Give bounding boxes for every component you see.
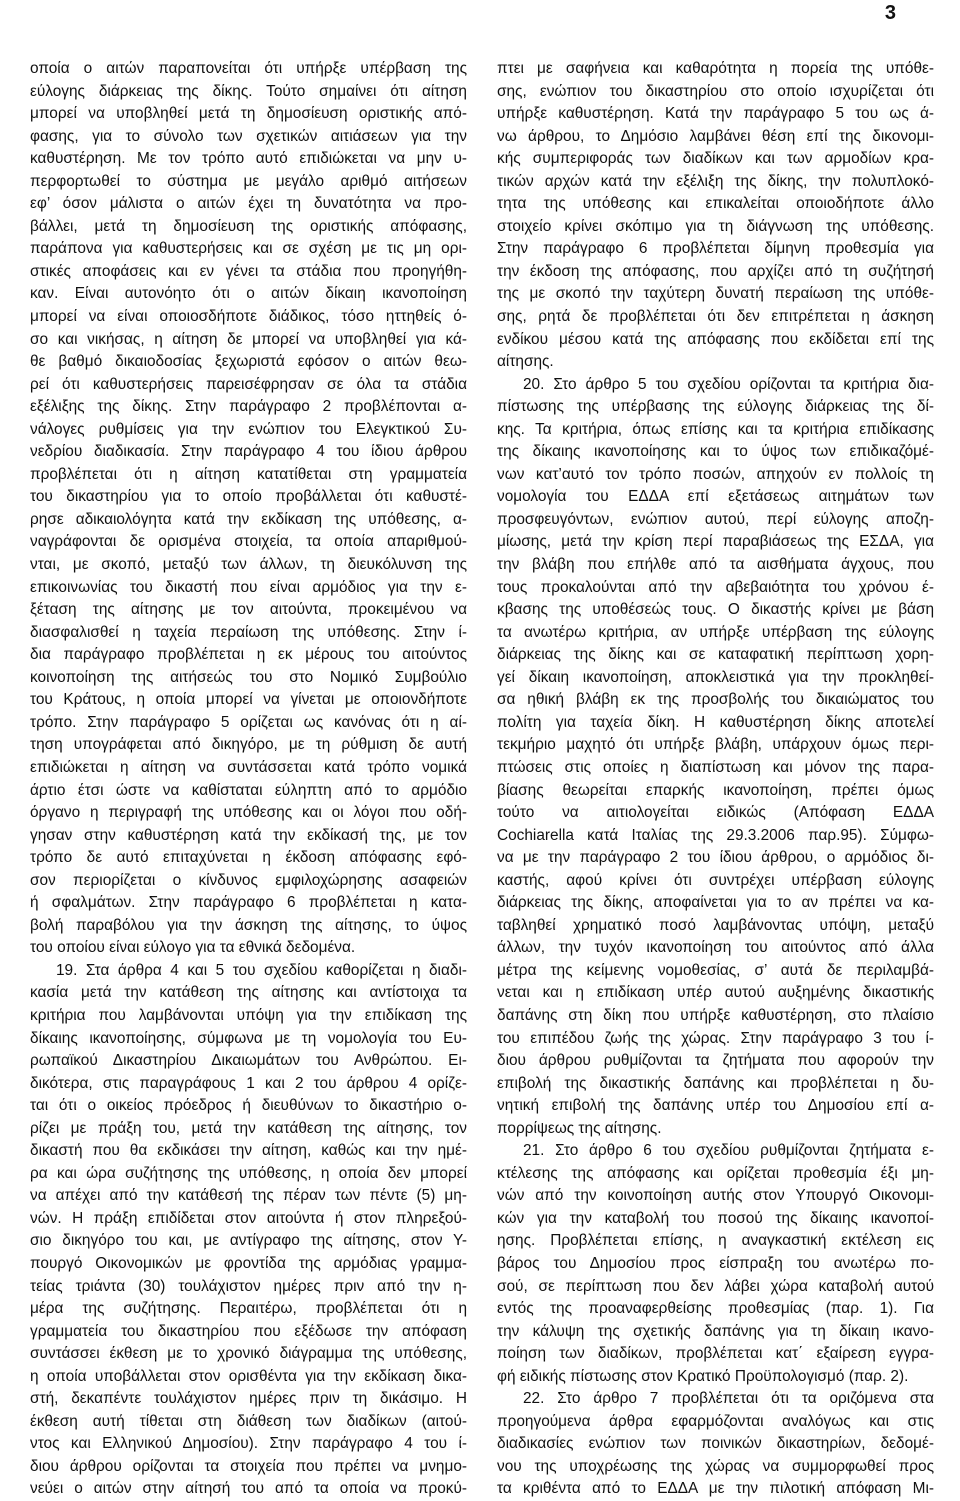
- text-line: εξέλιξης της δίκης. Στην παράγραφο 2 προβλέπονται α-: [30, 398, 467, 416]
- text-line: Cochiarella κατά Ιταλίας της 29.3.2006 παρ.95). Σύμφω-: [497, 826, 934, 844]
- text-line: επιβολή της δικαστικής δαπάνης και προβλέπεται η δυ-: [497, 1074, 934, 1092]
- text-line: τρόπο δε αυτό επιταχύνεται η έκδοση απόφασης εφό-: [30, 849, 467, 867]
- text-line: τικών αρχών κατά την εξέλιξη της δίκης, την πολυπλοκό-: [497, 172, 934, 190]
- text-line: εφ’ όσον μάλιστα ο αιτών έχει τη δυνατότητα να προ-: [30, 195, 467, 213]
- text-line: βάρος του Δημοσίου προς είσπραξη του ανωτέρω πο-: [497, 1254, 934, 1272]
- text-line: πτει με σαφήνεια και καθαρότητα η πορεία της υπόθε-: [497, 60, 934, 77]
- text-line: σού, σε περίπτωση που δεν λάβει χώρα καταβολή αυτού: [497, 1277, 934, 1295]
- text-line: τους προκαλούνται από την αβεβαιότητα του χρόνου έ-: [497, 578, 934, 596]
- text-line: σης, ρητά δε προβλέπεται ότι δεν επιτρέπεται η άσκηση: [497, 308, 934, 326]
- text-line: πουργό Οικονομικών με φροντίδα της αρμόδιας γραμμα-: [30, 1254, 467, 1272]
- text-line: ρίζει με πράξη του, μετά την κατάθεση της αίτησης, τον: [30, 1119, 467, 1137]
- text-line: ρησε αδικαιολόγητα κατά την εκδίκαση της υπόθεσης, α-: [30, 510, 467, 528]
- text-line: προηγούμενα άρθρα εφαρμόζονται αναλόγως και στις: [497, 1412, 934, 1430]
- text-line: δίκαιης ικανοποίησης, σύμφωνα με τη νομολογία του Ευ-: [30, 1029, 467, 1047]
- text-line: βίασης θεωρείται επαρκής ικανοποίηση, πρέπει όμως: [497, 781, 934, 799]
- text-line: σον περιορίζεται ο κίνδυνος εμφιλοχώρησης ασαφειών: [30, 871, 467, 889]
- text-line: καν. Είναι αυτονόητο ότι ο αιτών δίκαιη ικανοποίηση: [30, 285, 467, 303]
- text-line: τεκμήριο μαχητό ότι υπήρξε βλάβη, υπάρχουν όμως περι-: [497, 736, 934, 754]
- text-line: νών από την κοινοποίηση αυτής στον Υπουργό Οικονομι-: [497, 1187, 934, 1205]
- text-line: του Κράτους, η οποία μπορεί να γίνεται με οποιονδήποτε: [30, 691, 467, 709]
- text-line: γεί δίκαιη ικανοποίηση, αποκλειστικά για την προκληθεί-: [497, 668, 934, 686]
- text-line: μπορεί να είναι οποιοσδήποτε διάδικος, τόσο ηττηθείς ό-: [30, 308, 467, 326]
- text-line: στή, δεκαπέντε τουλάχιστον ημέρες πριν τη δικάσιμο. Η: [30, 1390, 467, 1408]
- text-line: φή ειδικής πίστωσης στον Κρατικό Προϋπολογισμό (παρ. 2).: [497, 1367, 909, 1385]
- text-line: κής συμπεριφοράς των διαδίκων και των αρμοδίων κρα-: [497, 150, 934, 168]
- text-line: διασφαλισθεί η ταχεία περαίωση της υπόθεσης. Στην ί-: [30, 623, 467, 641]
- text-line: περφορτωθεί το σύστημα με μεγάλο αριθμό αιτήσεων: [30, 172, 467, 190]
- text-line: παράπονα για καθυστερήσεις και σε σχέση με τις μη ορι-: [30, 240, 467, 258]
- text-line: τα ανωτέρω κριτήρια, αν υπήρξε υπέρβαση της εύλογης: [497, 623, 934, 641]
- text-line: τητα της υπόθεσης και επικαλείται οποιοδήποτε άλλο: [497, 195, 934, 213]
- text-line: κοινοποίηση της αιτήσεώς του στο Νομικό Συμβούλιο: [30, 668, 467, 686]
- text-line: 19. Στα άρθρα 4 και 5 του σχεδίου καθορίζεται η διαδι-: [56, 961, 467, 979]
- text-line: σα ηθική βλάβη εκ της προσβολής του δικαιώματος του: [497, 691, 934, 709]
- text-line: αίτησης.: [497, 353, 554, 371]
- text-line: νεδρίου διαδικασία. Στην παράγραφο 4 του ίδιου άρθρου: [30, 443, 467, 461]
- text-line: κβασης της υποθέσεώς τους. Ο δικαστής κρίνει με βάση: [497, 601, 934, 619]
- right-text-column: [497, 58, 934, 1501]
- text-line: στικές αποφάσεις και εν γένει τα στάδια που προηγήθη-: [30, 262, 467, 280]
- text-line: νων κατ’αυτό τον τρόπο ποσών, απηχούν εν πολλοίς τη: [497, 465, 934, 483]
- text-line: διου άρθρου ρυθμίζονται τα ζητήματα που αφορούν την: [497, 1052, 934, 1070]
- text-line: διάρκειας της δίκης, αποφαίνεται για το αν πρέπει να κα-: [497, 894, 934, 912]
- text-line: του επιπέδου ζωής της χώρας. Στην παράγραφο 3 του ί-: [497, 1029, 934, 1047]
- text-line: κών για την καταβολή του ποσού της δίκαιης ικανοποί-: [497, 1209, 934, 1227]
- text-line: δικότερα, στις παραγράφους 1 και 2 του άρθρου 4 ορίζε-: [30, 1074, 467, 1092]
- text-line: εντός της προαναφερθείσης προθεσμίας (παρ. 1). Για: [497, 1300, 934, 1318]
- text-line: μπορεί να υποβληθεί μετά τη δημοσίευση οριστικής από-: [30, 105, 467, 123]
- text-line: ταβληθεί χρηματικό ποσό λαμβάνοντας υπόψη, μεταξύ: [497, 916, 934, 934]
- text-line: ή σφαλμάτων. Στην παράγραφο 6 προβλέπεται η κατα-: [30, 894, 467, 912]
- text-line: του οποίου είναι εύλογο για τα εθνικά δεδομένα.: [30, 939, 356, 957]
- text-line: ρωπαϊκού Δικαστηρίου Δικαιωμάτων του Ανθρώπου. Ει-: [30, 1052, 467, 1070]
- text-line: να απέχει από την κατάθεσή της πέραν των πέντε (5) μη-: [30, 1187, 467, 1205]
- text-line: προσφευγόντων, ενώπιον αυτού, περί εύλογης αποζη-: [497, 510, 934, 528]
- text-line: προβλέπεται ότι η αίτηση κατατίθεται στη γραμματεία: [30, 465, 467, 483]
- text-line: στοιχείο κρίνει σκόπιμο για τη διάγνωση της υπόθεσης.: [497, 217, 934, 235]
- text-line: υπήρξε καθυστέρηση. Κατά την παράγραφο 5 του ως ά-: [497, 105, 934, 123]
- text-line: πτώσεις στις οποίες η διαπίστωση και μόνον της παρα-: [497, 758, 934, 776]
- text-line: την βλάβη που επήλθε από τα αισθήματα άγχους, που: [497, 556, 934, 574]
- text-line: πολίτη για ταχεία δίκη. Η καθυστέρηση δίκης αποτελεί: [497, 713, 934, 731]
- page-number: 3: [884, 2, 896, 24]
- text-line: κασία μετά την κατάθεση της αίτησης και αντίστοιχα τα: [30, 984, 467, 1002]
- text-line: ρεί ότι καθυστερήσεις παρεισέφρησαν σε όλα τα στάδια: [30, 375, 467, 393]
- text-line: νου της υποχρέωσης της χώρας να συμμορφωθεί προς: [497, 1457, 934, 1475]
- text-line: τα κριθέντα από το ΕΔΔΑ με την πιλοτική απόφαση Mι-: [497, 1480, 934, 1498]
- text-line: η οποία υποβάλλεται στον ορισθέντα για την εκδίκαση δικα-: [30, 1367, 467, 1385]
- text-line: άλλων, την τυχόν ικανοποίηση του αιτούντος από άλλα: [497, 939, 934, 957]
- text-line: νητική επιβολή της δαπάνης υπέρ του Δημοσίου επί α-: [497, 1097, 934, 1115]
- text-line: νομολογία του ΕΔΔΑ επί εξετάσεως αιτημάτων των: [497, 488, 934, 506]
- text-line: επικοινωνίας του δικαστή που είναι αρμόδιος για την ε-: [30, 578, 467, 596]
- text-line: δικαστή που θα εκδικάσει την αίτηση, καθώς και την ημέ-: [30, 1142, 467, 1160]
- text-line: διαδικασίες ενώπιον των ποινικών δικαστηρίων, δεδομέ-: [497, 1435, 934, 1453]
- text-line: εύλογης διάρκειας της δίκης. Τούτο σημαίνει ότι αίτηση: [30, 82, 467, 100]
- text-line: τηση υπογράφεται από δικηγόρο, με τη ρύθμιση δε αυτή: [30, 736, 467, 754]
- text-line: πορρίψεως της αίτησης.: [497, 1119, 662, 1137]
- text-line: βολή παραβόλου για την άσκηση της αίτησης, το ύψος: [30, 916, 467, 934]
- text-line: σιο δικηγόρο του και, με αντίγραφο της αίτησης, στον Υ-: [30, 1232, 467, 1250]
- text-line: φασης, για το σύνολο των σχετικών αιτιάσεων για την: [30, 127, 467, 145]
- text-line: την έκδοση της απόφασης, που αρχίζει από τη συζήτησή: [497, 262, 934, 280]
- text-line: κριτήρια που λαμβάνονται υπόψη για την επιδίκαση της: [30, 1006, 467, 1024]
- text-line: τρόπο. Στην παράγραφο 5 ορίζεται ως κανόνας ότι η αί-: [30, 713, 467, 731]
- text-line: τείας τριάντα (30) τουλάχιστον ημέρες πριν από την η-: [30, 1277, 467, 1295]
- text-line: μέτρα της κείμενης νομοθεσίας, σ’ αυτά δε περιλαμβά-: [497, 961, 934, 979]
- text-line: νών. Η πράξη επιδίδεται στον αιτούντα ή στον πληρεξού-: [30, 1209, 467, 1227]
- text-line: διου άρθρου ορίζονται τα στοιχεία που πρέπει να μνημο-: [30, 1457, 467, 1475]
- text-line: του δικαστηρίου για το οποίο προβάλλεται ότι καθυστέ-: [30, 488, 467, 506]
- text-line: ξέταση της αίτησης με τον αιτούντα, προκειμένου να: [30, 601, 467, 619]
- text-line: νω άρθρου, το Δημόσιο λαμβάνει θέση επί της δικονομι-: [497, 127, 934, 145]
- left-text-column: [30, 58, 467, 1501]
- text-line: σης, ενώπιον του δικαστηρίου στο οποίο ισχυρίζεται ότι: [497, 82, 934, 100]
- text-line: καθυστέρηση. Με τον τρόπο αυτό επιδιώκεται να μην υ-: [30, 150, 467, 168]
- text-line: ντος και Ελληνικού Δημοσίου). Στην παράγραφο 4 του ί-: [30, 1435, 467, 1453]
- text-line: νται, με σκοπό, μεταξύ των άλλων, τη διευκόλυνση της: [30, 556, 467, 574]
- text-line: ρα και ώρα συζήτησης της υπόθεσης, η οποία δεν μπορεί: [30, 1164, 467, 1182]
- text-line: ποίηση των διαδίκων, προβλέπεται κατ΄ εξαίρεση εγγρα-: [497, 1345, 934, 1363]
- text-line: μέρα της συζήτησης. Περαιτέρω, προβλέπεται ότι η: [30, 1300, 467, 1318]
- text-line: Στην παράγραφο 6 προβλέπεται δίμηνη προθεσμία για: [497, 240, 934, 258]
- text-line: βάλλει, μετά τη δημοσίευση της οριστικής απόφασης,: [30, 217, 467, 235]
- text-line: οποία ο αιτών παραπονείται ότι υπήρξε υπέρβαση της: [30, 60, 467, 77]
- text-line: διάρκειας της δίκης και σε καταφατική περίπτωση χορη-: [497, 646, 934, 664]
- text-line: γραμματεία του δικαστηρίου που εξέδωσε την απόφαση: [30, 1322, 467, 1340]
- text-line: ναγράφονται δε ορισμένα στοιχεία, τα οποία απαριθμού-: [30, 533, 467, 551]
- text-line: μίωσης, μετά την κρίση περί παραβιάσεως της ΕΣΔΑ, για: [497, 533, 934, 551]
- text-line: τούτο να αιτιολογείται ειδικώς (Απόφαση ΕΔΔΑ: [497, 804, 934, 822]
- text-line: να με την παράγραφο 2 του ίδιου άρθρου, ο αρμόδιος δι-: [497, 849, 934, 867]
- text-line: ησης. Προβλέπεται επίσης, η αναγκαστική εκτέλεση εις: [497, 1232, 934, 1250]
- text-line: ται ότι ο οικείος πρόεδρος ή διευθύνων το δικαστήριο ο-: [30, 1097, 467, 1115]
- text-line: της δίκαιης ικανοποίησης και το ύψος των επιδικαζόμέ-: [497, 443, 934, 461]
- text-line: έκθεση αυτή τίθεται στη διάθεση των διαδίκων (αιτού-: [30, 1412, 467, 1430]
- text-line: την κάλυψη της σχετικής δαπάνης για τη δίκαιη ικανο-: [497, 1322, 934, 1340]
- text-line: κης. Τα κριτήρια, όπως επίσης και τα κριτήρια επιδίκασης: [497, 420, 934, 438]
- text-line: 21. Στο άρθρο 6 του σχεδίου ρυθμίζονται ζητήματα ε-: [523, 1142, 934, 1160]
- text-line: 20. Στο άρθρο 5 του σχεδίου ορίζονται τα κριτήρια δια-: [523, 375, 934, 393]
- text-line: δια παράγραφο προβλέπεται η εκ μέρους του αιτούντος: [30, 646, 467, 664]
- text-line: δαπάνης στη δίκη που υπήρξε καθυστέρηση, στο πλαίσιο: [497, 1006, 934, 1024]
- text-line: συντάσσει έκθεση με το χρονικό διάγραμμα της υπόθεσης,: [30, 1345, 467, 1363]
- text-line: της με σκοπό την ταχύτερη δυνατή περαίωση της υπόθε-: [497, 285, 934, 303]
- text-line: καστής, αφού κρίνει ότι συντρέχει υπέρβαση εύλογης: [497, 871, 934, 889]
- text-line: θε βαθμό δικαιοδοσίας ξεχωριστά εφόσον ο αιτών θεω-: [30, 353, 467, 371]
- text-line: 22. Στο άρθρο 7 προβλέπεται ότι τα οριζόμενα στα: [523, 1390, 934, 1408]
- text-line: νεται και η επιδίκαση υπέρ αυτού αυξημένης δικαστικής: [497, 984, 934, 1002]
- text-line: νεύει ο αιτών στην αίτησή του από τα οποία να προκύ-: [30, 1480, 467, 1498]
- text-line: επιδιώκεται η αίτηση να συντάσσεται κατά τρόπο νομικά: [30, 758, 467, 776]
- text-line: ενδίκου μέσου κατά της απόφασης που εκδίδεται επί της: [497, 330, 934, 348]
- text-line: γησαν στην καθυστέρηση κατά την εκδίκασή της, με τον: [30, 826, 467, 844]
- text-line: πίστωσης της υπέρβασης της εύλογης διάρκειας της δί-: [497, 398, 934, 416]
- text-line: νάλογες ρυθμίσεις για την ενώπιον του Ελεγκτικού Συ-: [30, 420, 467, 438]
- text-line: κτέλεσης της απόφασης και ορίζεται προθεσμία έξι μη-: [497, 1164, 934, 1182]
- text-line: σο και νικήσας, η αίτηση δε μπορεί να υποβληθεί για κά-: [30, 330, 467, 348]
- text-line: όργανο η περιγραφή της υπόθεσης και οι λόγοι που οδή-: [30, 804, 467, 822]
- text-line: άρτιο έτσι ώστε να καθίσταται εύληπτη από το αρμόδιο: [30, 781, 467, 799]
